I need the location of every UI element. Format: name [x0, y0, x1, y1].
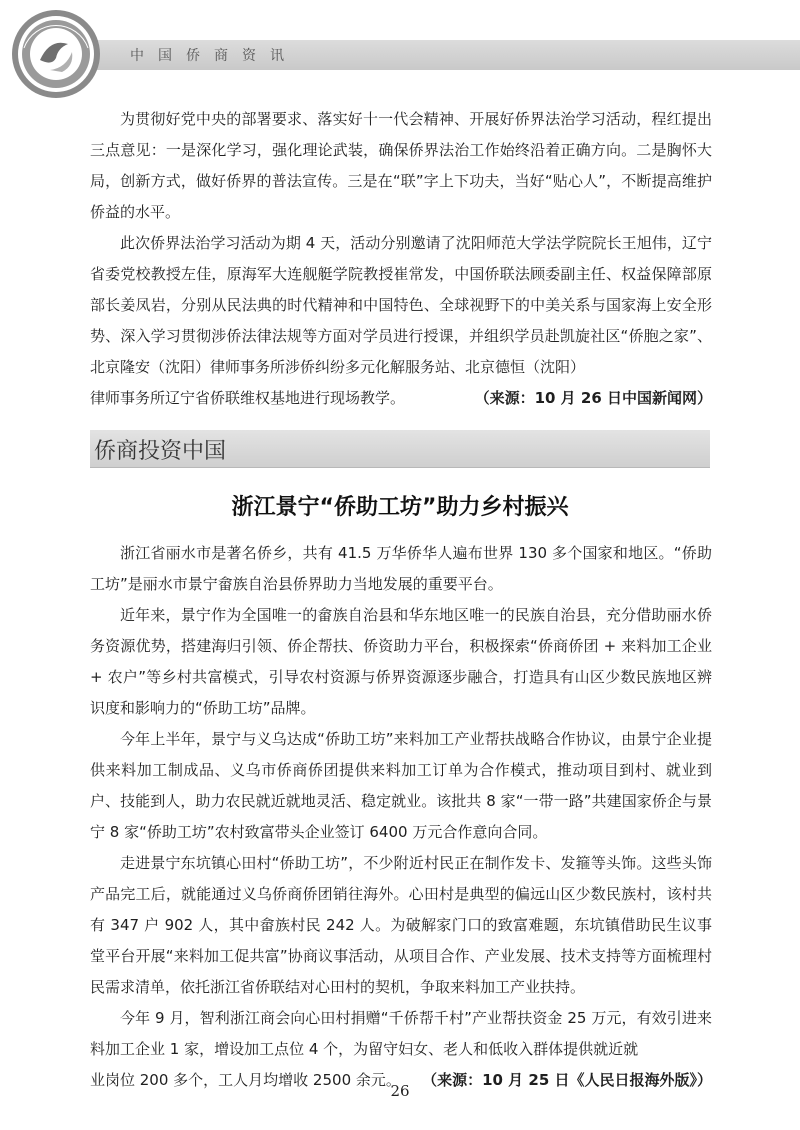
- organization-logo: [10, 8, 102, 100]
- source-citation: （来源：10 月 25 日《人民日报海外版》）: [422, 1071, 712, 1089]
- body-paragraph: 今年 9 月，智利浙江商会向心田村捐赠“千侨帮千村”产业帮扶资金 25 万元，有效引进来料加工企业 1 家，增设加工点位 4 个，为留守妇女、老人和低收入群体提供就近就: [90, 1009, 712, 1058]
- body-paragraph: 走进景宁东坑镇心田村“侨助工坊”，不少附近村民正在制作发卡、发箍等头饰。这些头饰产品完工后，就能通过义乌侨商侨团销往海外。心田村是典型的偏远山区少数民族村，该村共有 347 户 902 人，其中畲族村民 242 人。为破解家门口的致富难题，东坑镇借助民生议事堂平台开展“来料加工促共富”协商议事活动，从项目合作、产业发展、技术支持等方面梳理村民需求清单，依托浙江省侨联结对心田村的契机，争取来料加工产业扶持。: [90, 854, 712, 996]
- page-number: 26: [390, 1082, 410, 1100]
- top-article-body: [90, 104, 712, 414]
- closing-line: [90, 383, 712, 414]
- article-body: [90, 538, 712, 1096]
- body-text: 业岗位 200 多个，工人月均增收 2500 余元。: [90, 1071, 401, 1089]
- section-title: 侨商投资中国: [94, 439, 227, 464]
- body-text: 律师事务所辽宁省侨联维权基地进行现场教学。: [90, 389, 406, 407]
- body-paragraph: 浙江省丽水市是著名侨乡，共有 41.5 万华侨华人遍布世界 130 多个国家和地区。“侨助工坊”是丽水市景宁畲族自治县侨界助力当地发展的重要平台。: [90, 544, 712, 593]
- source-citation: （来源：10 月 26 日中国新闻网）: [474, 389, 712, 407]
- logo-emblem-icon: [10, 8, 102, 100]
- article-title: 浙江景宁“侨助工坊”助力乡村振兴: [231, 495, 569, 520]
- header-title: 中国侨商资讯: [130, 48, 298, 64]
- body-paragraph: 此次侨界法治学习活动为期 4 天，活动分别邀请了沈阳师范大学法学院院长王旭伟，辽宁省委党校教授左佳，原海军大连舰艇学院教授崔常发，中国侨联法顾委副主任、权益保障部原部长姜凤岩，分别从民法典的时代精神和中国特色、全球视野下的中美关系与国家海上安全形势、深入学习贯彻涉侨法律法规等方面对学员进行授课，并组织学员赴凯旋社区“侨胞之家”、北京隆安（沈阳）律师事务所涉侨纠纷多元化解服务站、北京德恒（沈阳）: [90, 234, 712, 376]
- body-paragraph: 今年上半年，景宁与义乌达成“侨助工坊”来料加工产业帮扶战略合作协议，由景宁企业提供来料加工制成品、义乌市侨商侨团提供来料加工订单为合作模式，推动项目到村、就业到户、技能到人，助力农民就近就地灵活、稳定就业。该批共 8 家“一带一路”共建国家侨企与景宁 8 家“侨助工坊”农村致富带头企业签订 6400 万元合作意向合同。: [90, 730, 712, 841]
- body-paragraph: 为贯彻好党中央的部署要求、落实好十一代会精神、开展好侨界法治学习活动，程红提出三点意见：一是深化学习，强化理论武装，确保侨界法治工作始终沿着正确方向。二是胸怀大局，创新方式，做好侨界的普法宣传。三是在“联”字上下功夫，当好“贴心人”，不断提高维护侨益的水平。: [90, 110, 712, 221]
- body-paragraph: 近年来，景宁作为全国唯一的畲族自治县和华东地区唯一的民族自治县，充分借助丽水侨务资源优势，搭建海归引领、侨企帮扶、侨资助力平台，积极探索“侨商侨团 + 来料加工企业 + 农户”等乡村共富模式，引导农村资源与侨界资源逐步融合，打造具有山区少数民族地区辨识度和影响力的“侨助工坊”品牌。: [90, 606, 712, 717]
